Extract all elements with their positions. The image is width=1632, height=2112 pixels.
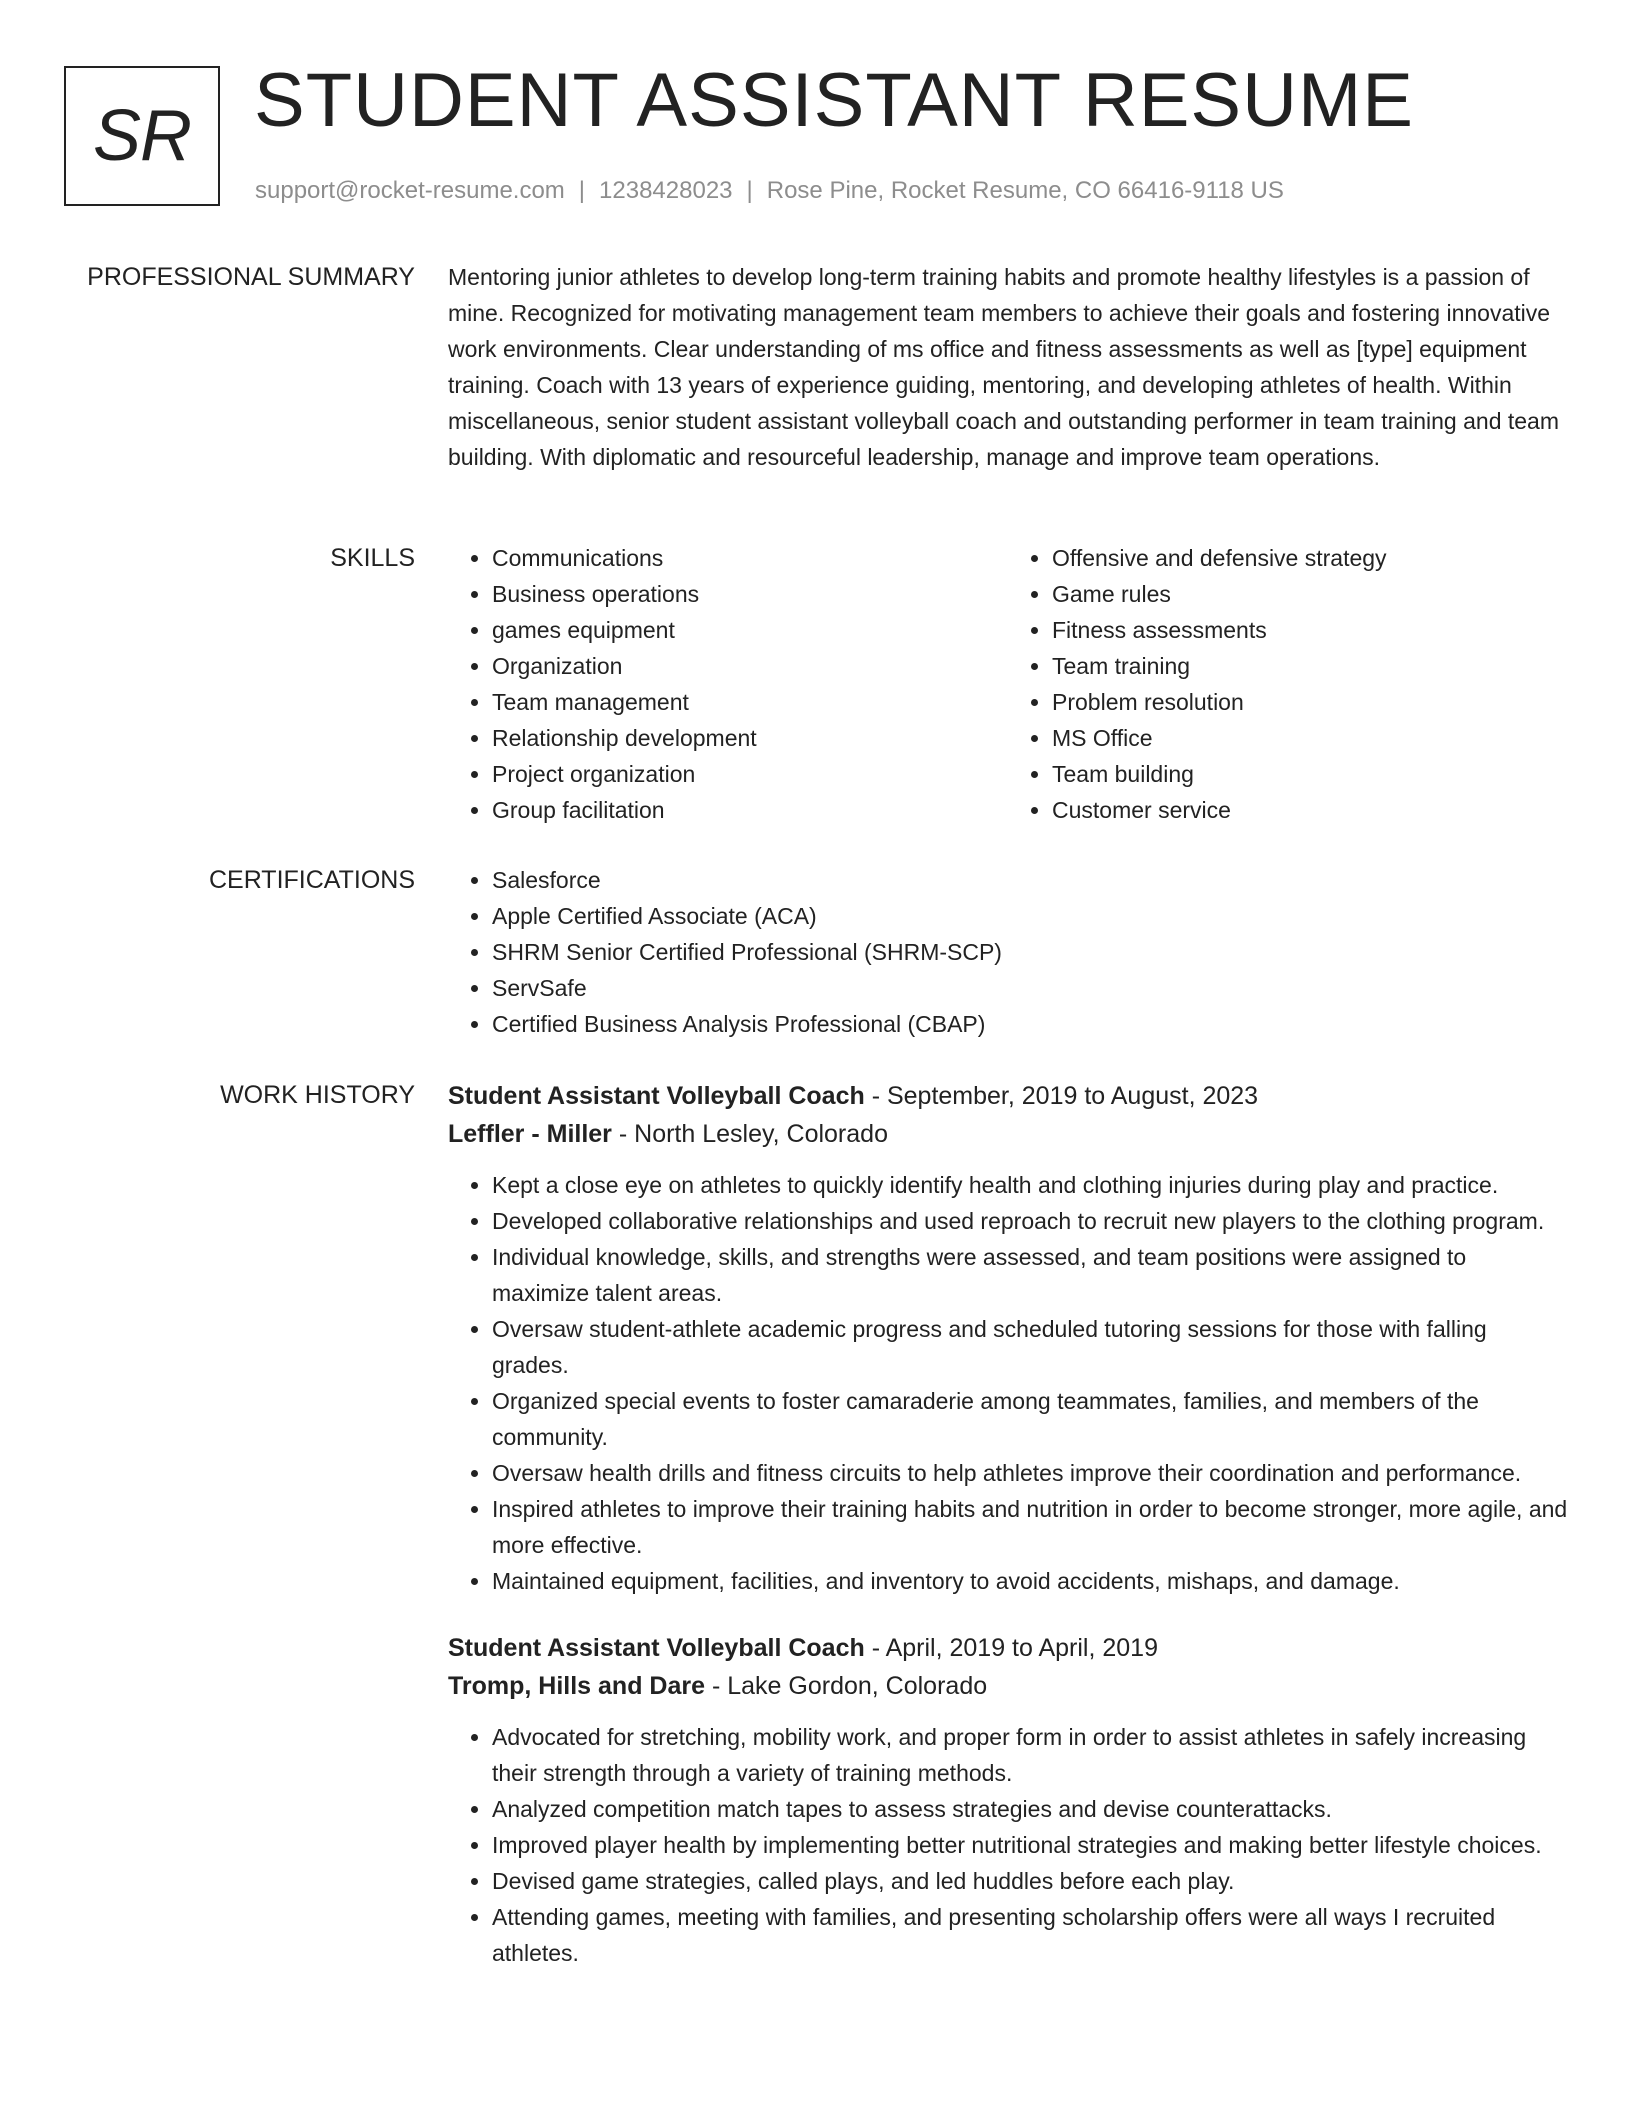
job-duty-item: • Kept a close eye on athletes to quickly identify health and clothing injuries during play and practice. [492,1167,1568,1203]
job-duty-item: • Oversaw student-athlete academic progress and scheduled tutoring sessions for those with falling grades. [492,1311,1568,1383]
section-label-skills: SKILLS [330,544,415,572]
certification-item: • ServSafe [492,970,1568,1006]
resume-title: STUDENT ASSISTANT RESUME [254,58,1414,143]
skill-item: • MS Office [1052,720,1568,756]
skills-body [448,540,1568,828]
skill-item: • Communications [492,540,1008,576]
section-label-certifications: CERTIFICATIONS [208,866,415,894]
summary-body [448,259,1568,475]
skill-item: • Customer service [1052,792,1568,828]
contact-email[interactable]: support@rocket-resume.com [255,177,565,204]
job-duties-list [448,1719,1568,1971]
job-entry [448,1077,1568,1599]
work-history-body [448,1077,1568,1971]
job-company-line [448,1667,1568,1705]
job-duty-item: • Improved player health by implementing better nutritional strategies and making better lifestyle choices. [492,1827,1568,1863]
job-dates: - April, 2019 to April, 2019 [864,1634,1158,1662]
skill-item: • Team training [1052,648,1568,684]
job-company: Leffler - Miller [448,1120,612,1148]
job-duty-item: • Individual knowledge, skills, and strengths were assessed, and team positions were assigned to maximize talent areas. [492,1239,1568,1311]
contact-separator: | [746,177,753,204]
job-duty-item: • Devised game strategies, called plays, and led huddles before each play. [492,1863,1568,1899]
summary-text: Mentoring junior athletes to develop long-term training habits and promote healthy lifestyles is a passion of mine. Recognized for motivating management team members to achieve their goals and fostering innovative work environments. Clear understanding of ms office and fitness assessments as well as [type] equipment training. Coach with 13 years of experience guiding, mentoring, and developing athletes of health. Within miscellaneous, senior student assistant volleyball coach and outstanding performer in team training and team building. With diplomatic and resourceful leadership, manage and improve team operations. [448,264,1560,470]
certification-item: • Salesforce [492,862,1568,898]
skill-item: • Fitness assessments [1052,612,1568,648]
certification-item: • SHRM Senior Certified Professional (SHRM-SCP) [492,934,1568,970]
job-duty-item: • Inspired athletes to improve their training habits and nutrition in order to become stronger, more agile, and more effective. [492,1491,1568,1563]
job-title-line [448,1077,1568,1115]
initials-monogram: SR [64,66,220,206]
job-duty-item: • Attending games, meeting with families, and presenting scholarship offers were all ways I recruited athletes. [492,1899,1568,1971]
job-duties-list [448,1167,1568,1599]
skills-list-left [448,540,1008,828]
certifications-body [448,862,1568,1042]
section-label-summary: PROFESSIONAL SUMMARY [87,263,415,291]
skill-item: • Game rules [1052,576,1568,612]
job-location: - North Lesley, Colorado [611,1120,888,1148]
job-dates: - September, 2019 to August, 2023 [864,1082,1259,1110]
skill-item: • Organization [492,648,1008,684]
skill-item: • Team management [492,684,1008,720]
certifications-list [448,862,1568,1042]
job-duty-item: • Analyzed competition match tapes to assess strategies and devise counterattacks. [492,1791,1568,1827]
job-duty-item: • Maintained equipment, facilities, and inventory to avoid accidents, mishaps, and damage. [492,1563,1568,1599]
job-title: Student Assistant Volleyball Coach [448,1634,865,1662]
skill-item: • Problem resolution [1052,684,1568,720]
certification-item: • Apple Certified Associate (ACA) [492,898,1568,934]
contact-separator: | [578,177,586,204]
skill-item: • Project organization [492,756,1008,792]
skill-item: • games equipment [492,612,1008,648]
skill-item: • Offensive and defensive strategy [1052,540,1568,576]
job-title: Student Assistant Volleyball Coach [448,1082,865,1110]
job-duty-item: • Advocated for stretching, mobility work, and proper form in order to assist athletes in safely increasing their strength through a variety of training methods. [492,1719,1568,1791]
job-company: Tromp, Hills and Dare [448,1672,706,1700]
contact-line [255,175,1284,207]
skill-item: • Relationship development [492,720,1008,756]
skill-item: • Group facilitation [492,792,1008,828]
job-location: - Lake Gordon, Colorado [705,1672,988,1700]
skills-list-right [1008,540,1568,828]
contact-phone[interactable]: 1238428023 [599,177,733,204]
contact-address: Rose Pine, Rocket Resume, CO 66416-9118 US [766,177,1284,204]
job-duty-item: • Oversaw health drills and fitness circuits to help athletes improve their coordination and performance. [492,1455,1568,1491]
certification-item: • Certified Business Analysis Professional (CBAP) [492,1006,1568,1042]
section-label-work-history: WORK HISTORY [220,1081,415,1109]
skill-item: • Business operations [492,576,1008,612]
job-entry [448,1629,1568,1971]
job-company-line [448,1115,1568,1153]
job-title-line [448,1629,1568,1667]
skill-item: • Team building [1052,756,1568,792]
job-duty-item: • Organized special events to foster camaraderie among teammates, families, and members of the community. [492,1383,1568,1455]
job-duty-item: • Developed collaborative relationships and used reproach to recruit new players to the clothing program. [492,1203,1568,1239]
